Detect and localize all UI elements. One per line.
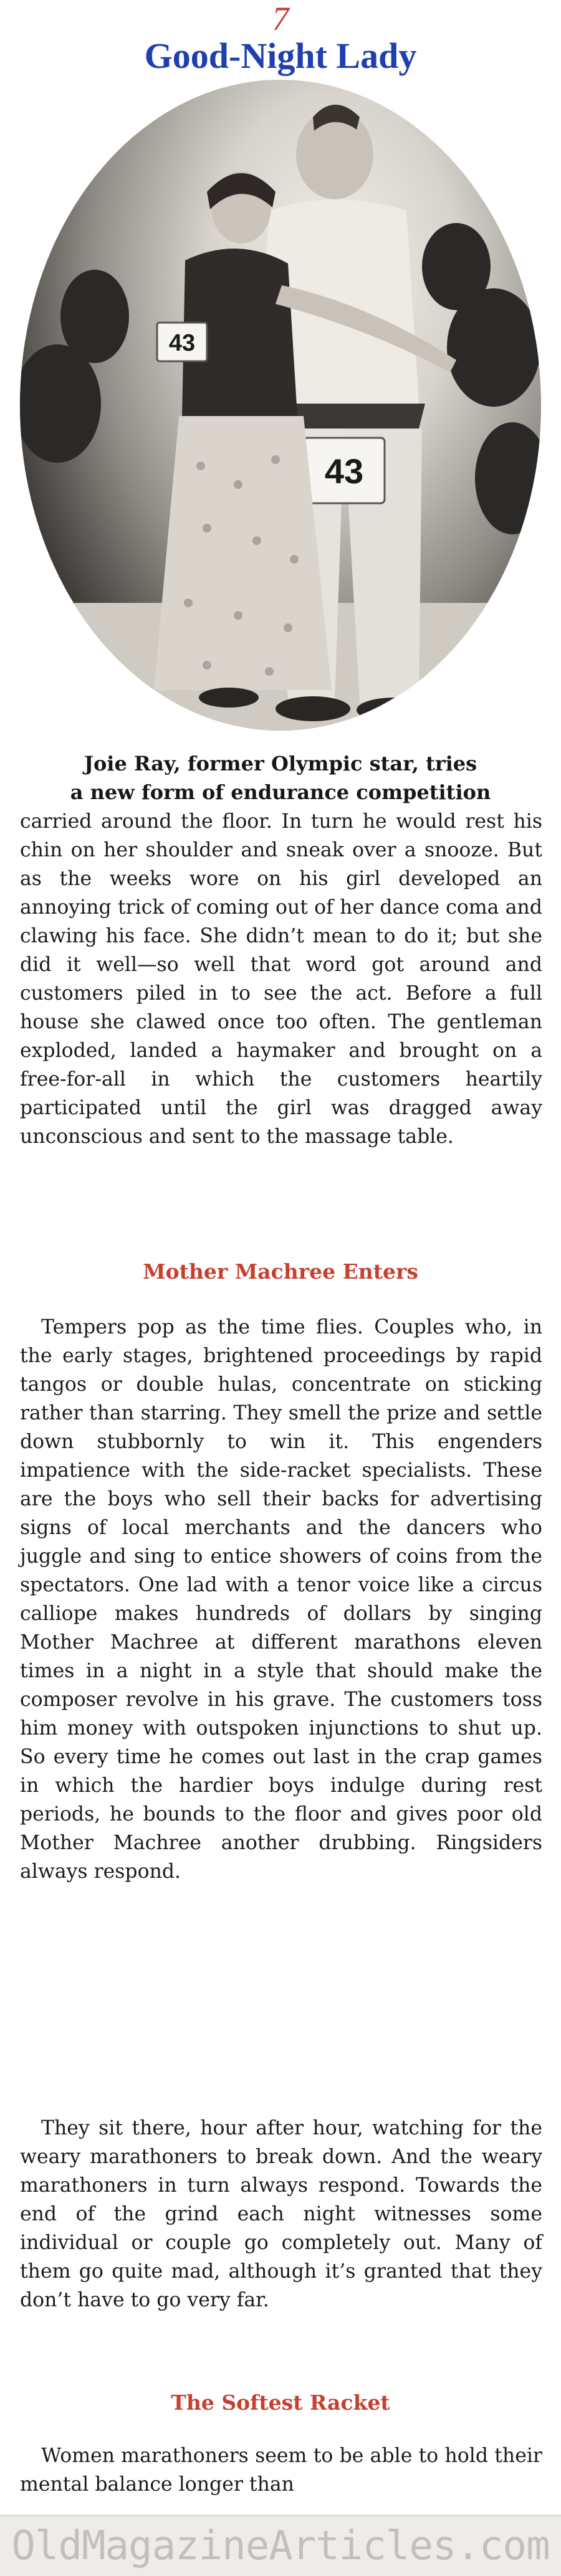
caption-line-1: Joie Ray, former Olympic star, tries — [84, 752, 477, 775]
photo-caption — [0, 749, 561, 807]
dance-marathon-photo — [20, 80, 541, 731]
paragraph-3-text: They sit there, hour after hour, watching for the weary marathoners to break down. And the weary marathoners in turn always respond. Towards the end of the grind each night witnesses some individual or couple go completely out. Many of them go quite mad, although it’s granted that they don’t have to go very far. — [20, 2117, 542, 2311]
page-number: 7 — [272, 0, 289, 37]
site-watermark: OldMagazineArticles.com — [11, 2523, 550, 2569]
number-tag-left: 43 — [168, 330, 196, 356]
page-title: Good-Night Lady — [144, 36, 417, 76]
paragraph-1-text: carried around the floor. In turn he would rest his chin on her shoulder and sneak over a snooze. But as the weeks wore on his girl developed an annoying trick of coming out of her dance coma and clawing his face. She didn’t mean to do it; but she did it well—so well that word got around and customers piled in to see the act. Before a full house she clawed once too often. The gentleman exploded, landed a haymaker and brought on a free-for-all in which the customers heartily participated until the girl was dragged away unconscious and sent to the massage table. — [20, 810, 542, 1148]
paragraph-4-text: Women marathoners seem to be able to hold their mental balance longer than — [20, 2445, 542, 2496]
article-paragraph-2 — [20, 1313, 542, 1886]
subhead-mother-machree: Mother Machree Enters — [143, 1259, 418, 1284]
number-tag-right: 43 — [324, 452, 364, 491]
subhead-softest-racket: The Softest Racket — [171, 2390, 390, 2415]
caption-line-2: a new form of endurance competition — [70, 780, 491, 804]
paragraph-2-text: Tempers pop as the time flies. Couples who, in the early stages, brightened proceedings by rapid tangos or double hulas, concentrate on sticking rather than starring. They smell the prize and settle down stubbornly to win it. This engenders impatience with the side-racket specialists. These are the boys who sell their backs for advertising signs of local merchants and the dancers who juggle and sing to entice showers of coins from the spectators. One lad with a tenor voice like a circus calliope makes hundreds of dollars by singing Mother Machree at different marathons eleven times in a night in a style that should make the composer revolve in his grave. The customers toss him money with outspoken injunctions to shut up. So every time he comes out last in the crap games in which the hardier boys indulge during rest periods, he bounds to the floor and gives poor old Mother Machree another drubbing. Ringsiders always respond. — [20, 1316, 542, 1883]
article-paragraph-4 — [20, 2441, 542, 2499]
article-paragraph-3 — [20, 2114, 542, 2314]
article-paragraph-1 — [20, 807, 542, 1151]
